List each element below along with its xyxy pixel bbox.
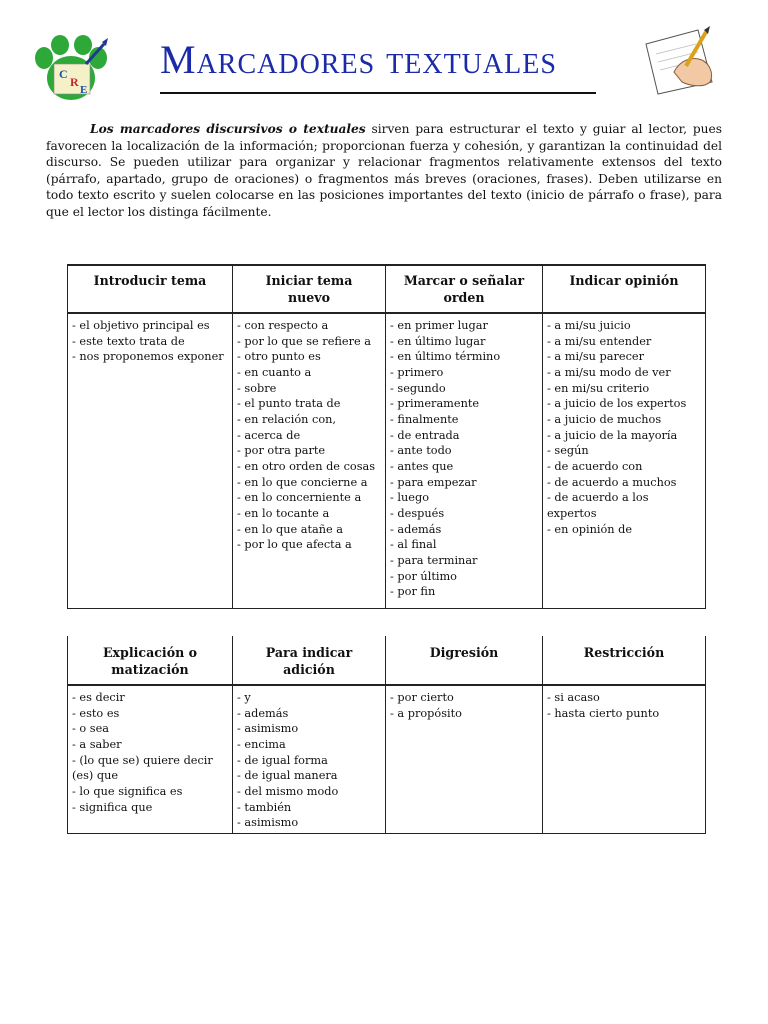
column-header-restriccion: Restricción bbox=[543, 636, 706, 685]
list-item: - también bbox=[237, 800, 292, 814]
markers-table-1 bbox=[67, 264, 706, 609]
column-header-marcar-o-senalar-orden: Marcar o señalar orden bbox=[386, 265, 543, 313]
column-header-digresion: Digresión bbox=[386, 636, 543, 685]
svg-text:E: E bbox=[80, 84, 88, 96]
list-item: - el objetivo principal es bbox=[72, 319, 210, 332]
list-item: - a saber bbox=[72, 737, 122, 751]
list-item: - de acuerdo a muchos bbox=[547, 475, 677, 489]
list-item: - de acuerdo con bbox=[547, 459, 643, 473]
column-cell-introducir-tema bbox=[68, 313, 233, 608]
svg-text:R: R bbox=[70, 75, 79, 89]
list-item: - después bbox=[390, 506, 445, 520]
marker-list bbox=[390, 690, 538, 721]
list-item: - luego bbox=[390, 491, 430, 505]
list-item: - a mi/su modo de ver bbox=[547, 365, 671, 379]
marker-list bbox=[547, 318, 701, 537]
intro-term: Los marcadores discursivos o textuales bbox=[90, 122, 366, 136]
paw-logo-icon bbox=[30, 34, 112, 104]
marker-list bbox=[390, 318, 538, 600]
list-item: - antes que bbox=[390, 459, 454, 473]
list-item: - sobre bbox=[237, 381, 277, 395]
list-item: - por cierto bbox=[390, 691, 454, 704]
column-cell-indicar-opinion bbox=[543, 313, 706, 608]
table-row bbox=[68, 685, 706, 833]
list-item: - encima bbox=[237, 737, 286, 751]
list-item: - nos proponemos exponer bbox=[72, 350, 224, 364]
intro-text: sirven para estructurar el texto y guiar al lector, pues favorecen la localización de la información; proporcionan fuerza y cohesión, y garantizan la continuidad del discurso. Se pueden utilizar para organizar y relacionar fragmentos relativamente extensos del texto (párrafo, apartado, grupo de oraciones) o fragmentos más breves (oraciones, frases). Deben utilizarse en todo texto escrito y suelen colocarse en las posiciones importantes del texto (inicio de párrafo o frase), para que el lector los distinga fácilmente. bbox=[46, 122, 722, 219]
marker-list bbox=[237, 690, 381, 831]
list-item: - es decir bbox=[72, 691, 125, 704]
list-item: - otro punto es bbox=[237, 350, 321, 364]
list-item: - si acaso bbox=[547, 691, 600, 704]
list-item: - segundo bbox=[390, 381, 446, 395]
list-item: - de igual forma bbox=[237, 753, 328, 767]
column-cell-para-indicar-adicion bbox=[233, 685, 386, 833]
list-item: - primeramente bbox=[390, 397, 480, 411]
list-item: - al final bbox=[390, 538, 437, 552]
list-item: - a mi/su entender bbox=[547, 334, 652, 348]
list-item: - (lo que se) quiere decir (es) que bbox=[72, 753, 213, 783]
list-item: - de igual manera bbox=[237, 769, 338, 783]
list-item: - por fin bbox=[390, 585, 436, 599]
hand-writing-icon bbox=[640, 26, 720, 98]
column-cell-explicacion-o-matizacion bbox=[68, 685, 233, 833]
list-item: - a mi/su juicio bbox=[547, 319, 631, 332]
list-item: - de acuerdo a los expertos bbox=[547, 491, 649, 520]
list-item: - hasta cierto punto bbox=[547, 706, 660, 720]
list-item: - en mi/su criterio bbox=[547, 381, 650, 395]
list-item: - asimismo bbox=[237, 816, 299, 830]
page-title: Marcadores textuales bbox=[160, 37, 557, 82]
list-item: - o sea bbox=[72, 722, 110, 736]
list-item: - en lo que atañe a bbox=[237, 522, 344, 536]
list-item: - además bbox=[390, 522, 442, 536]
column-header-explicacion-o-matizacion: Explicación o matización bbox=[68, 636, 233, 685]
list-item: - para terminar bbox=[390, 553, 478, 567]
intro-paragraph bbox=[46, 121, 722, 221]
list-item: - el punto trata de bbox=[237, 397, 341, 411]
markers-table-2 bbox=[67, 636, 706, 834]
list-item: - en primer lugar bbox=[390, 319, 488, 332]
list-item: - en lo que concierne a bbox=[237, 475, 368, 489]
list-item: - en cuanto a bbox=[237, 365, 312, 379]
marker-list bbox=[547, 690, 701, 721]
list-item: - con respecto a bbox=[237, 319, 329, 332]
list-item: - según bbox=[547, 444, 589, 458]
list-item: - por lo que se refiere a bbox=[237, 334, 372, 348]
marker-list bbox=[237, 318, 381, 553]
list-item: - a juicio de la mayoría bbox=[547, 428, 678, 442]
list-item: - a mi/su parecer bbox=[547, 350, 644, 364]
list-item: - en otro orden de cosas bbox=[237, 459, 376, 473]
svg-text:C: C bbox=[59, 67, 68, 81]
column-header-indicar-opinion: Indicar opinión bbox=[543, 265, 706, 313]
column-cell-marcar-o-senalar-orden bbox=[386, 313, 543, 608]
list-item: - además bbox=[237, 706, 289, 720]
list-item: - del mismo modo bbox=[237, 784, 339, 798]
column-header-introducir-tema: Introducir tema bbox=[68, 265, 233, 313]
list-item: - significa que bbox=[72, 800, 153, 814]
list-item: - en último lugar bbox=[390, 334, 486, 348]
table-header-row bbox=[68, 265, 706, 313]
list-item: - asimismo bbox=[237, 722, 299, 736]
list-item: - en opinión de bbox=[547, 522, 633, 536]
marker-list bbox=[72, 690, 228, 815]
list-item: - en último término bbox=[390, 350, 501, 364]
column-cell-digresion bbox=[386, 685, 543, 833]
list-item: - en lo tocante a bbox=[237, 506, 330, 520]
list-item: - a propósito bbox=[390, 706, 462, 720]
list-item: - en relación con, bbox=[237, 412, 336, 426]
list-item: - a juicio de muchos bbox=[547, 412, 662, 426]
list-item: - en lo concerniente a bbox=[237, 491, 362, 505]
list-item: - de entrada bbox=[390, 428, 460, 442]
list-item: - por otra parte bbox=[237, 444, 326, 458]
table-header-row bbox=[68, 636, 706, 685]
column-header-para-indicar-adicion: Para indicar adición bbox=[233, 636, 386, 685]
marker-list bbox=[72, 318, 228, 365]
list-item: - por lo que afecta a bbox=[237, 538, 352, 552]
list-item: - finalmente bbox=[390, 412, 459, 426]
column-header-iniciar-tema-nuevo: Iniciar tema nuevo bbox=[233, 265, 386, 313]
list-item: - ante todo bbox=[390, 444, 452, 458]
list-item: - primero bbox=[390, 365, 444, 379]
list-item: - para empezar bbox=[390, 475, 477, 489]
table-row bbox=[68, 313, 706, 608]
list-item: - este texto trata de bbox=[72, 334, 185, 348]
column-cell-iniciar-tema-nuevo bbox=[233, 313, 386, 608]
list-item: - por último bbox=[390, 569, 457, 583]
list-item: - lo que significa es bbox=[72, 784, 183, 798]
list-item: - y bbox=[237, 691, 251, 704]
list-item: - esto es bbox=[72, 706, 120, 720]
list-item: - a juicio de los expertos bbox=[547, 397, 687, 411]
column-cell-restriccion bbox=[543, 685, 706, 833]
list-item: - acerca de bbox=[237, 428, 301, 442]
title-underline bbox=[160, 92, 596, 94]
